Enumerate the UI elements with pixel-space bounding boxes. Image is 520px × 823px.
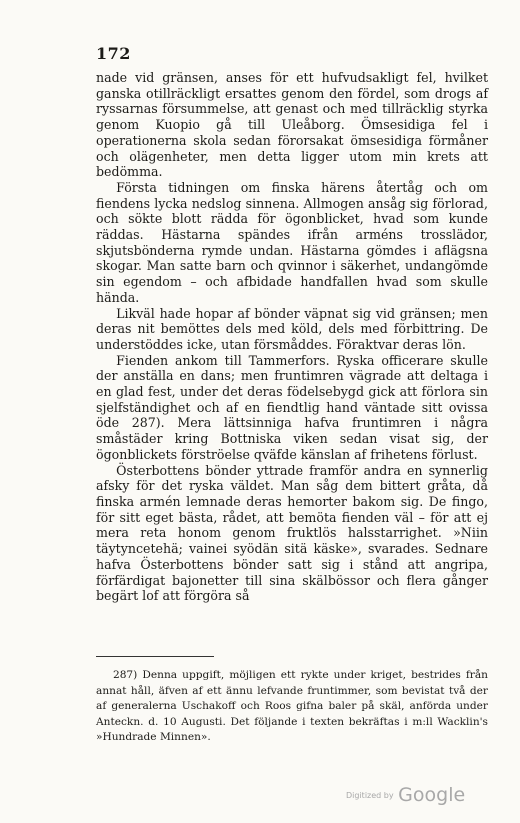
- paragraph: Fienden ankom till Tammerfors. Ryska officerare skulle der anställa en dans; men fruntimren vägrade att deltaga i en glad fest, under det deras födelsebygd gick att förlora sin sjelfständighet och af en fiendtlig hand väntade sitt ovissa öde 287). Mera lättsinniga hafva fruntimren i några småstäder kring Bottniska viken sedan visat sig, der ögonblickets förströelse qväfde känslan af frihetens förlust.: [96, 352, 488, 462]
- google-logo: Google: [398, 784, 466, 806]
- digitization-watermark: [346, 784, 465, 806]
- page-number: 172: [96, 44, 131, 63]
- watermark-prefix: Digitized by: [346, 791, 394, 800]
- footnote: 287) Denna uppgift, möjligen ett rykte under kriget, bestrides från annat håll, äfven af ett ännu lefvande fruntimmer, som bevistat två der af generalerna Uschakoff och Roos gifna baler på skäl, anförda under Anteckn. d. 10 Augusti. Det följande i texten bekräftas i m:ll Wacklin's »Hundrade Minnen».: [96, 669, 488, 744]
- footnote-divider: [96, 656, 214, 657]
- main-text: [96, 70, 488, 604]
- paragraph: nade vid gränsen, anses för ett hufvudsakligt fel, hvilket ganska otillräckligt ersattes genom den fördel, som drogs af ryssarnas försummelse, att genast och med tillräcklig styrka genom Kuopio gå till Uleåborg. Ömsesidiga fel i operationerna skola sedan förorsakat ömsesidiga förmåner och olägenheter, men detta ligger utom min krets att bedömma.: [96, 70, 488, 180]
- paragraph: Likväl hade hopar af bönder väpnat sig vid gränsen; men deras nit bemöttes dels med köld, dels med förbittring. De understöddes icke, utan försmåddes. Föraktvar deras lön.: [96, 305, 488, 352]
- paragraph: Första tidningen om finska härens återtåg och om fiendens lycka nedslog sinnena. Allmogen ansåg sig förlorad, och sökte blott rädda för ögonblicket, hvad som kunde räddas. Hästarna spändes ifrån arméns trosslädor, skjutsbönderna rymde undan. Hästarna gömdes i aflägsna skogar. Man satte barn och qvinnor i säkerhet, undangömde sin egendom – och afbidade handfallen hvad som skulle hända.: [96, 179, 488, 305]
- paragraph: Österbottens bönder yttrade framför andra en synnerlig afsky för det ryska väldet. Man såg dem bittert gråta, då finska armén lemnade deras hemorter bakom sig. De fingo, för sitt eget bästa, rådet, att bemöta fienden väl – för att ej mera reta honom genom fruktlös halsstarrighet. »Niin täytyncetehä; vainei syödän sitä käske», svarades. Sednare hafva Österbottens bönder satt sig i stånd att angripa, förfärdigat bajonetter till sina skälbössor och flera gånger begärt lof att förgöra så: [96, 462, 488, 604]
